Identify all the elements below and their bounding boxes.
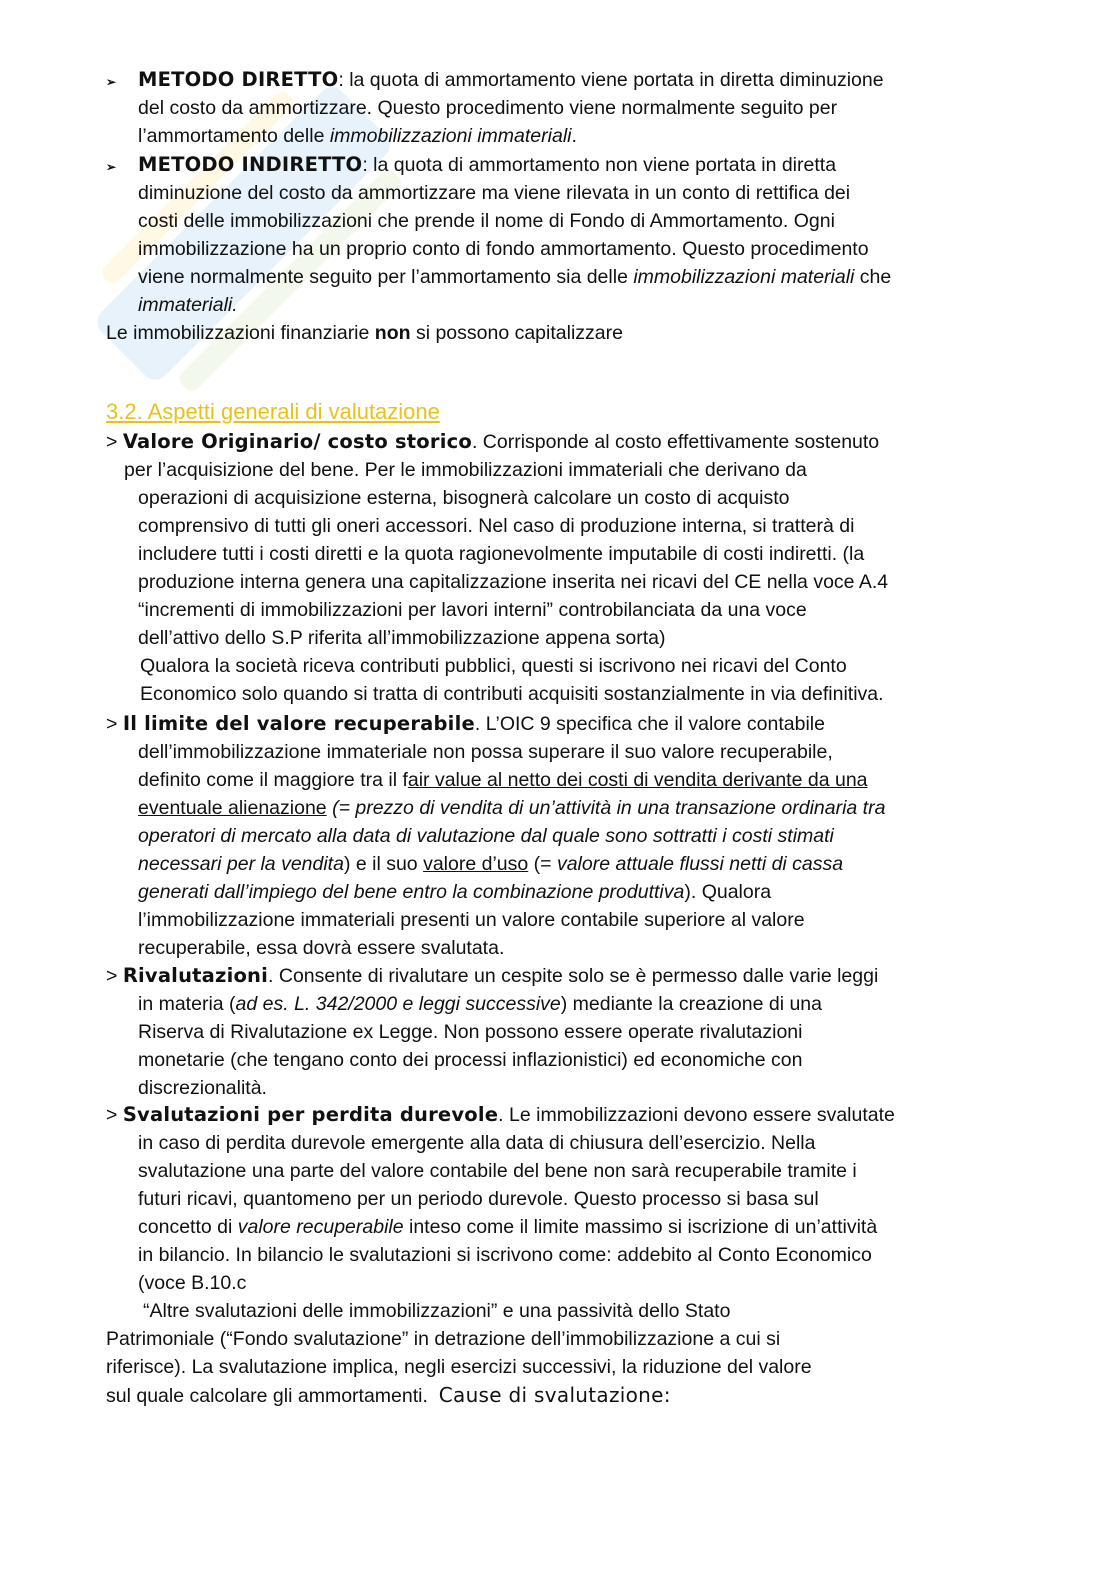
arrow-prefix: > — [106, 431, 123, 453]
paragraph-line: “Altre svalutazioni delle immobilizzazioni” e una passività dello Stato — [143, 1300, 731, 1322]
paragraph-line: comprensivo di tutti gli oneri accessori. Nel caso di produzione interna, si tratterà di — [138, 515, 855, 537]
arrow-prefix: > — [106, 1104, 123, 1126]
paragraph-line — [138, 151, 836, 179]
term-metodo-indiretto: METODO INDIRETTO — [138, 153, 363, 176]
paragraph-line: Qualora la società riceva contributi pubblici, questi si iscrivono nei ricavi del Conto — [140, 655, 847, 677]
paragraph-line — [138, 263, 891, 291]
text: che — [854, 266, 892, 288]
paragraph-line: immobilizzazione ha un proprio conto di fondo ammortamento. Questo procedimento — [138, 238, 869, 260]
text: Le immobilizzazioni finanziarie — [106, 322, 375, 344]
paragraph-line: dell’attivo dello S.P riferita all’immobilizzazione appena sorta) — [138, 627, 666, 649]
text: si possono capitalizzare — [410, 322, 623, 344]
paragraph-line: svalutazione una parte del valore contabile del bene non sarà recuperabile tramite i — [138, 1160, 857, 1182]
paragraph-line — [106, 1101, 895, 1129]
paragraph-line — [138, 990, 822, 1018]
term-svalutazioni: Svalutazioni per perdita durevole — [122, 1103, 499, 1126]
paragraph-finanziarie — [106, 319, 623, 347]
paragraph-line: futuri ricavi, quantomeno per un periodo durevole. Questo processo si basa sul — [138, 1188, 819, 1210]
text: ) e il suo — [343, 853, 424, 875]
paragraph-line — [138, 878, 771, 906]
term-rivalutazioni: Rivalutazioni — [122, 964, 269, 987]
paragraph-line — [138, 291, 238, 319]
paragraph-line — [106, 1381, 671, 1410]
text: . Corrisponde al costo effettivamente sostenuto — [471, 431, 880, 453]
text: . Consente di rivalutare un cespite solo se è permesso dalle varie leggi — [268, 965, 879, 987]
term-valore-recuperabile: Il limite del valore recuperabile — [122, 712, 475, 735]
italic-text: operatori di mercato alla data di valutazione dal quale sono sottratti i costi stimati — [138, 825, 834, 847]
text: ) mediante la creazione di una — [560, 993, 822, 1015]
underlined-text: valore d’uso — [423, 853, 529, 875]
italic-text: immobilizzazioni materiali — [633, 266, 855, 288]
text: viene normalmente seguito per l’ammortamento sia delle — [138, 266, 634, 288]
paragraph-line: discrezionalità. — [138, 1077, 267, 1099]
paragraph-line — [138, 1213, 877, 1241]
section-heading: 3.2. Aspetti generali di valutazione — [106, 399, 440, 424]
paragraph-line: per l’acquisizione del bene. Per le immobilizzazioni immateriali che derivano da — [124, 459, 807, 481]
paragraph-line: includere tutti i costi diretti e la quota ragionevolmente imputabile di costi indiretti. (la — [138, 543, 865, 565]
paragraph-line: in bilancio. In bilancio le svalutazioni si iscrivono come: addebito al Conto Economico — [138, 1244, 872, 1266]
italic-text: valore attuale flussi netti di cassa — [556, 853, 844, 875]
text: definito come il maggiore tra il f — [138, 769, 408, 791]
paragraph-line — [138, 766, 868, 794]
cause-svalutazione-label: Cause di svalutazione: — [438, 1383, 671, 1407]
text: ). Qualora — [684, 881, 772, 903]
text: : la quota di ammortamento viene portata in diretta diminuzione — [338, 69, 884, 91]
paragraph-line — [106, 428, 879, 456]
paragraph-line: costi delle immobilizzazioni che prende il nome di Fondo di Ammortamento. Ogni — [138, 210, 835, 232]
paragraph-line: recuperabile, essa dovrà essere svalutata. — [138, 937, 505, 959]
paragraph-line: operazioni di acquisizione esterna, bisognerà calcolare un costo di acquisto — [138, 487, 790, 509]
text: l’ammortamento delle — [138, 125, 330, 147]
paragraph-line — [106, 962, 878, 990]
arrow-prefix: > — [106, 713, 123, 735]
paragraph-line: dell’immobilizzazione immateriale non possa superare il suo valore recuperabile, — [138, 741, 833, 763]
text: . Le immobilizzazioni devono essere svalutate — [498, 1104, 895, 1126]
paragraph-line — [138, 850, 843, 878]
paragraph-line — [138, 822, 834, 850]
paragraph-line — [138, 66, 884, 94]
underlined-text: eventuale alienazione — [138, 797, 327, 819]
bullet-metodo-indiretto — [106, 151, 116, 181]
text: (= — [528, 853, 557, 875]
paragraph-line — [138, 122, 577, 150]
paragraph-line: Riserva di Rivalutazione ex Legge. Non possono essere operate rivalutazioni — [138, 1021, 803, 1043]
text: . L’OIC 9 specifica che il valore contabile — [474, 713, 825, 735]
paragraph-line: produzione interna genera una capitalizzazione inserita nei ricavi del CE nella voce A.4 — [138, 571, 889, 593]
paragraph-line — [106, 710, 825, 738]
term-metodo-diretto: METODO DIRETTO — [138, 68, 339, 91]
arrow-prefix: > — [106, 965, 123, 987]
paragraph-line: “incrementi di immobilizzazioni per lavori interni” controbilanciata da una voce — [138, 599, 807, 621]
paragraph-line: l’immobilizzazione immateriali presenti un valore contabile superiore al valore — [138, 909, 805, 931]
term-valore-originario: Valore Originario/ costo storico — [122, 430, 472, 453]
paragraph-line: del costo da ammortizzare. Questo procedimento viene normalmente seguito per — [138, 97, 838, 119]
text: inteso come il limite massimo si iscrizione di un’attività — [403, 1216, 878, 1238]
paragraph-line: riferisce). La svalutazione implica, negli esercizi successivi, la riduzione del valore — [106, 1356, 812, 1378]
paragraph-line: diminuzione del costo da ammortizzare ma viene rilevata in un conto di rettifica dei — [138, 182, 851, 204]
italic-text: ad es. L. 342/2000 e leggi successive — [235, 993, 561, 1015]
paragraph-line — [138, 794, 885, 822]
bullet-metodo-diretto — [106, 66, 116, 96]
italic-text: immateriali. — [138, 294, 238, 316]
italic-text: immobilizzazioni immateriali — [329, 125, 572, 147]
paragraph-line: (voce B.10.c — [138, 1272, 247, 1294]
arrow-bullet-icon: ➢ — [106, 160, 117, 174]
italic-text: valore recuperabile — [237, 1216, 404, 1238]
italic-text: necessari per la vendita — [138, 853, 344, 875]
text: : la quota di ammortamento non viene portata in diretta — [362, 154, 837, 176]
arrow-bullet-icon: ➢ — [106, 75, 117, 89]
italic-text: generati dall’impiego del bene entro la combinazione produttiva — [138, 881, 685, 903]
paragraph-line: monetarie (che tengano conto dei processi inflazionistici) ed economiche con — [138, 1049, 803, 1071]
bold-text: non — [374, 322, 411, 344]
text: in materia ( — [138, 993, 236, 1015]
underlined-text: air value al netto dei costi di vendita derivante da una — [407, 769, 868, 791]
text: concetto di — [138, 1216, 238, 1238]
text: . — [571, 125, 577, 147]
text: sul quale calcolare gli ammortamenti. — [106, 1385, 428, 1407]
italic-text: (= prezzo di vendita di un’attività in una transazione ordinaria tra — [326, 797, 886, 819]
paragraph-line: in caso di perdita durevole emergente alla data di chiusura dell’esercizio. Nella — [138, 1132, 816, 1154]
paragraph-line: Patrimoniale (“Fondo svalutazione” in detrazione dell’immobilizzazione a cui si — [106, 1328, 781, 1350]
paragraph-line: Economico solo quando si tratta di contributi acquisiti sostanzialmente in via definitiva. — [140, 683, 884, 705]
